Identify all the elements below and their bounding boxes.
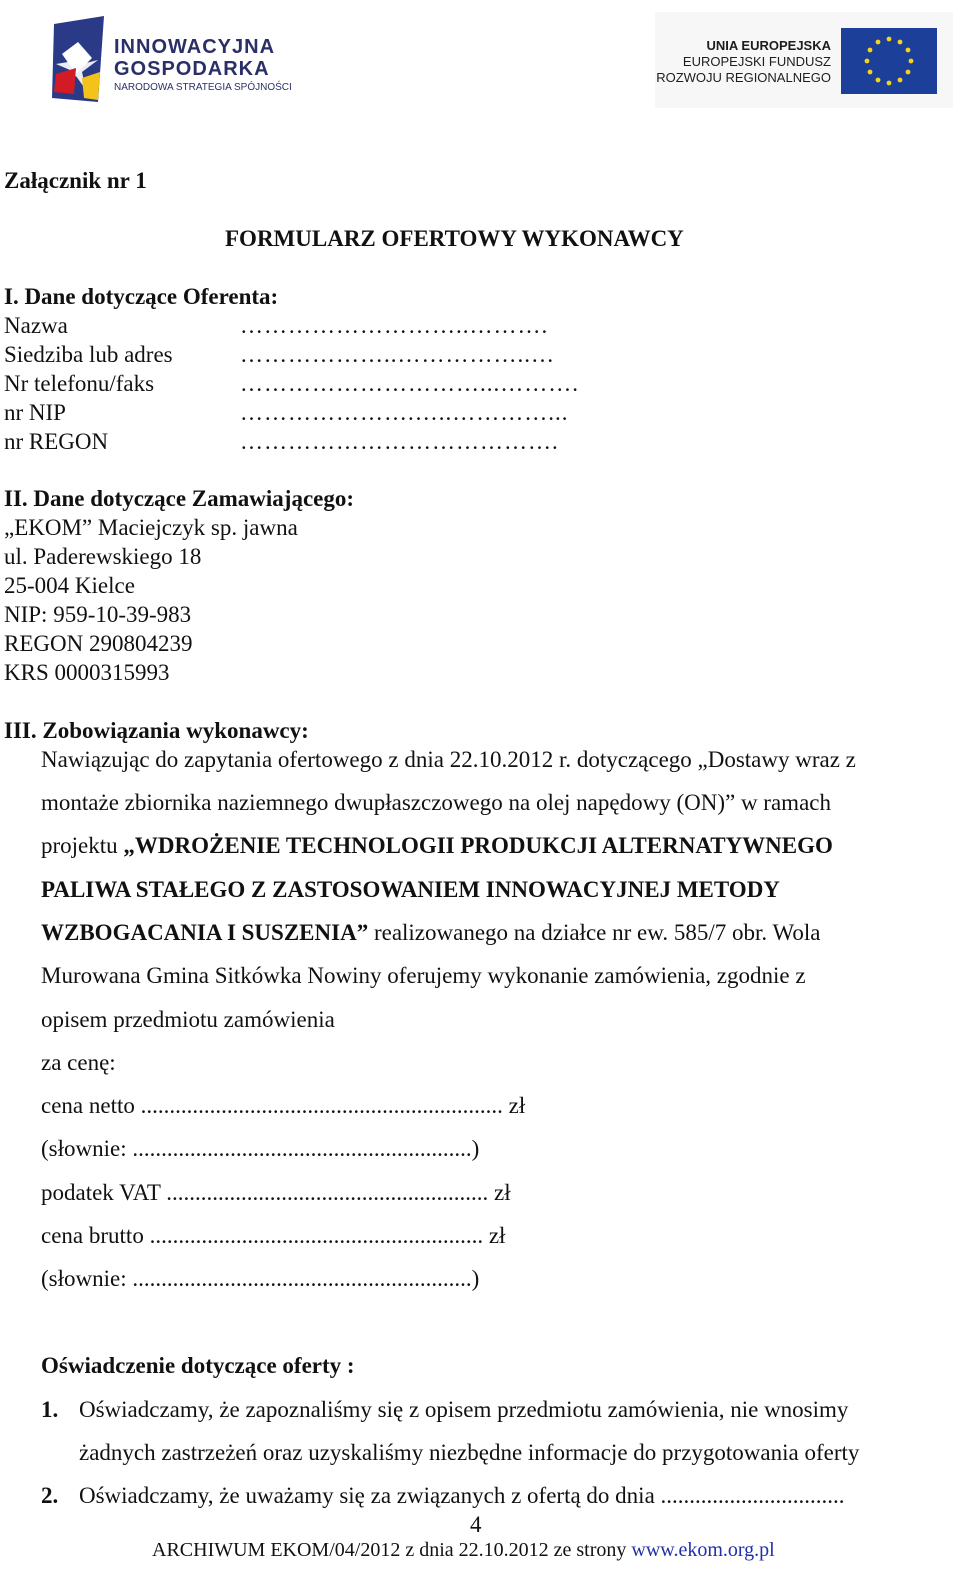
logo-line3: NARODOWA STRATEGIA SPÓJNOŚCI bbox=[114, 82, 292, 93]
section3-heading: III. Zobowiązania wykonawcy: bbox=[4, 718, 309, 743]
price-net-line: cena netto ............................................................... zł bbox=[41, 1093, 526, 1118]
section2-heading: II. Dane dotyczące Zamawiającego: bbox=[4, 486, 355, 511]
offer-paragraph-line: Murowana Gmina Sitkówka Nowiny oferujemy wykonanie zamówienia, zgodnie z bbox=[41, 963, 806, 988]
eu-line1: UNIA EUROPEJSKA bbox=[706, 38, 831, 53]
declaration-number: 1. bbox=[41, 1397, 59, 1422]
footer-link[interactable]: www.ekom.org.pl bbox=[631, 1539, 775, 1561]
star-flag-icon bbox=[48, 14, 110, 104]
logo-line2: GOSPODARKA bbox=[114, 58, 270, 80]
field-dots-nip: ………………….…..…………... bbox=[240, 400, 569, 425]
eu-line3: ROZWOJU REGIONALNEGO bbox=[656, 70, 831, 85]
eu-logo bbox=[655, 12, 953, 108]
vat-line: podatek VAT ........................................................ zł bbox=[41, 1180, 511, 1205]
buyer-line: 25-004 Kielce bbox=[4, 573, 135, 598]
field-dots-phone: …………………………...………. bbox=[240, 371, 579, 396]
offer-paragraph-line bbox=[41, 920, 820, 946]
form-title: FORMULARZ OFERTOWY WYKONAWCY bbox=[225, 226, 684, 251]
project-name: „WDROŻENIE TECHNOLOGII PRODUKCJI ALTERNATYWNEGO bbox=[123, 833, 833, 858]
page-number: 4 bbox=[470, 1512, 482, 1537]
price-intro: za cenę: bbox=[41, 1050, 116, 1075]
field-label-nip: nr NIP bbox=[4, 400, 66, 425]
innowacyjna-gospodarka-logo bbox=[42, 14, 302, 104]
buyer-line: ul. Paderewskiego 18 bbox=[4, 544, 202, 569]
project-name: WZBOGACANIA I SUSZENIA” bbox=[41, 920, 369, 945]
offer-paragraph-line: Nawiązując do zapytania ofertowego z dnia 22.10.2012 r. dotyczącego „Dostawy wraz z bbox=[41, 747, 856, 772]
buyer-line: NIP: 959-10-39-983 bbox=[4, 602, 192, 627]
declaration-text: Oświadczamy, że zapoznaliśmy się z opisem przedmiotu zamówienia, nie wnosimy bbox=[79, 1397, 849, 1422]
field-dots-regon: …………………………………. bbox=[240, 429, 559, 454]
logo-line1: INNOWACYJNA bbox=[114, 36, 276, 58]
footer-text: ARCHIWUM EKOM/04/2012 z dnia 22.10.2012 ze strony bbox=[152, 1539, 632, 1561]
field-dots-name: ………………………..………. bbox=[240, 313, 549, 338]
field-label-address: Siedziba lub adres bbox=[4, 342, 173, 367]
price-words-line: (słownie: ...........................................................) bbox=[41, 1266, 480, 1291]
declaration-text: żadnych zastrzeżeń oraz uzyskaliśmy niezbędne informacje do przygotowania oferty bbox=[79, 1440, 860, 1465]
annex-label: Załącznik nr 1 bbox=[4, 168, 147, 193]
field-label-phone: Nr telefonu/faks bbox=[4, 371, 155, 396]
field-dots-address: ………………..……………..… bbox=[240, 342, 555, 367]
declaration-text: Oświadczamy, że uważamy się za związanych z ofertą do dnia ................................ bbox=[79, 1483, 845, 1508]
buyer-line: „EKOM” Maciejczyk sp. jawna bbox=[4, 515, 298, 540]
buyer-line: REGON 290804239 bbox=[4, 631, 193, 656]
declaration-heading: Oświadczenie dotyczące oferty : bbox=[41, 1353, 355, 1378]
offer-paragraph-line: opisem przedmiotu zamówienia bbox=[41, 1007, 335, 1032]
project-name: PALIWA STAŁEGO Z ZASTOSOWANIEM INNOWACYJNEJ METODY bbox=[41, 877, 780, 902]
price-words-line: (słownie: ...........................................................) bbox=[41, 1136, 480, 1161]
offer-paragraph-line bbox=[41, 833, 833, 859]
eu-flag-icon bbox=[841, 28, 937, 94]
eu-line2: EUROPEJSKI FUNDUSZ bbox=[682, 54, 831, 69]
buyer-line: KRS 0000315993 bbox=[4, 660, 170, 685]
offer-paragraph-line: montaże zbiornika naziemnego dwupłaszczowego na olej napędowy (ON)” w ramach bbox=[41, 790, 831, 815]
offer-text: projektu bbox=[41, 833, 124, 858]
field-label-regon: nr REGON bbox=[4, 429, 109, 454]
price-gross-line: cena brutto .......................................................... zł bbox=[41, 1223, 506, 1248]
footer bbox=[152, 1539, 775, 1562]
section1-heading: I. Dane dotyczące Oferenta: bbox=[4, 284, 279, 309]
field-label-name: Nazwa bbox=[4, 313, 68, 338]
declaration-number: 2. bbox=[41, 1483, 59, 1508]
offer-text: realizowanego na działce nr ew. 585/7 obr. Wola bbox=[368, 920, 821, 945]
